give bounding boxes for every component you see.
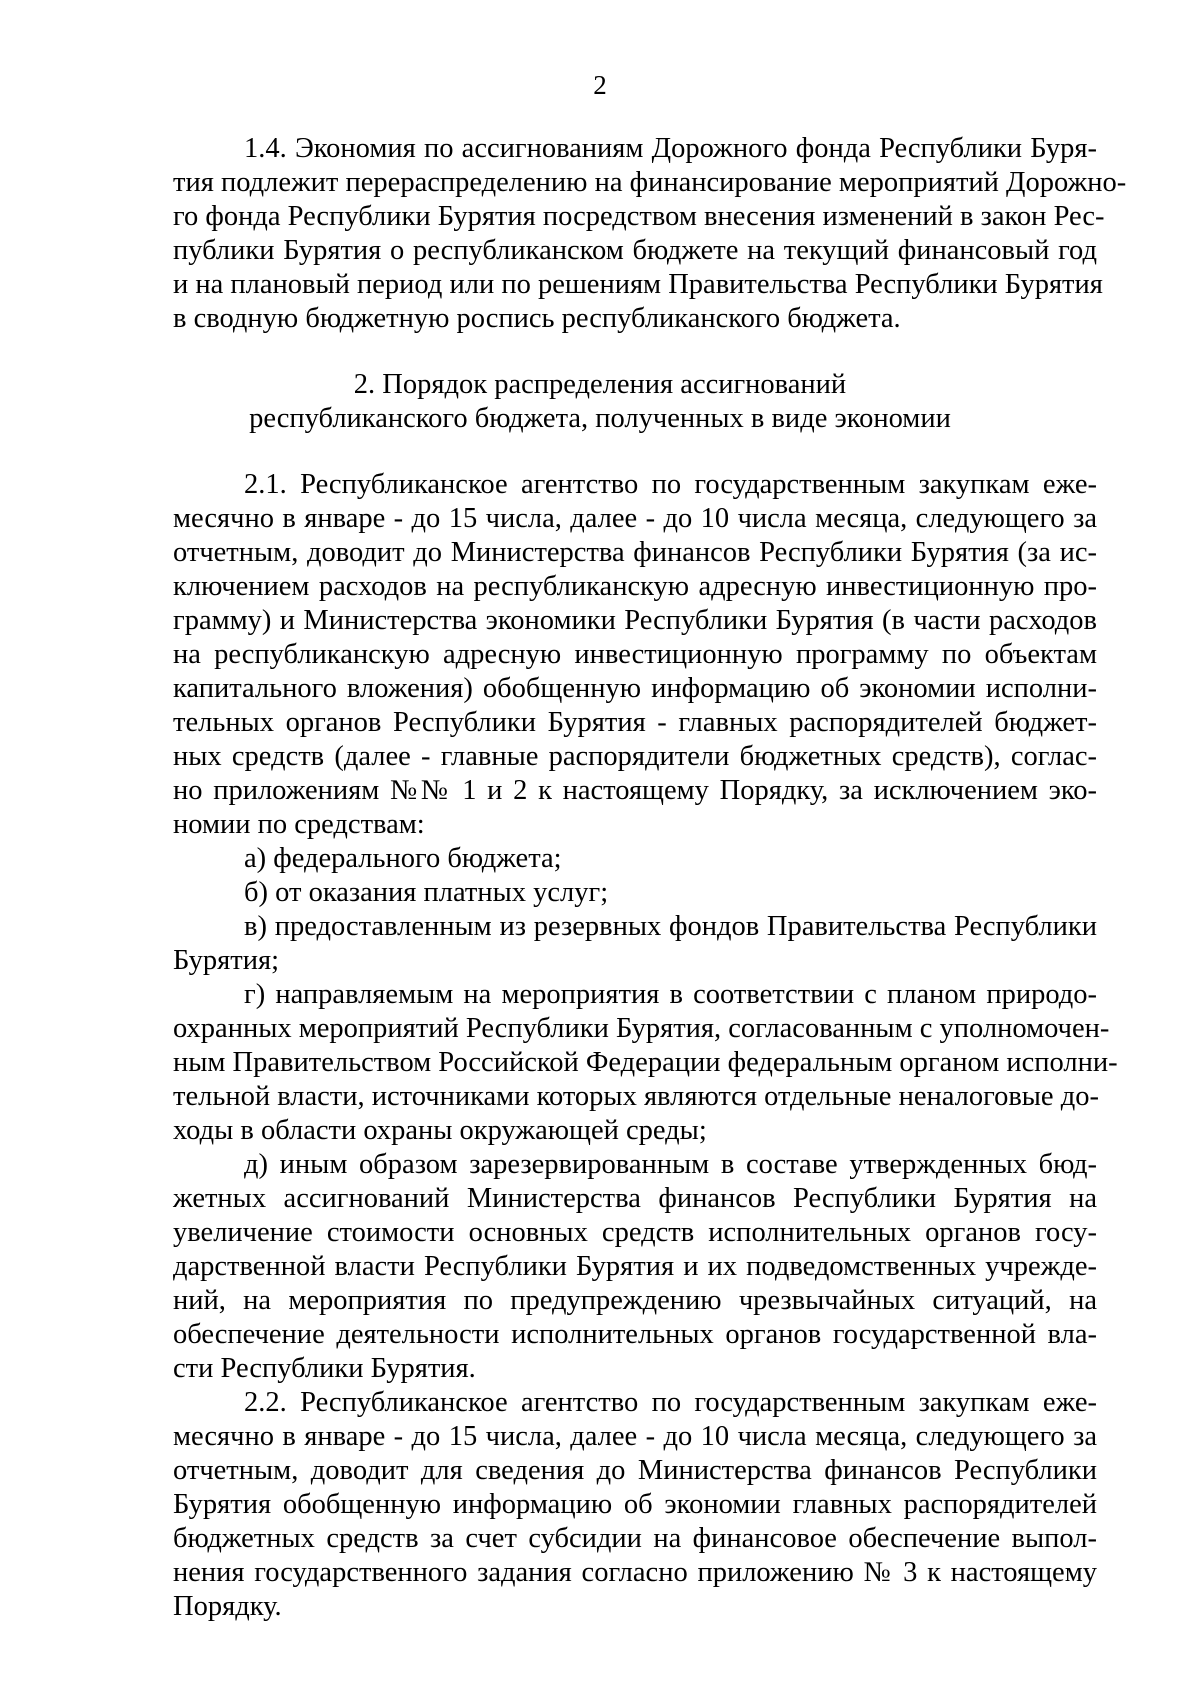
paragraph-line: но приложениям №№ 1 и 2 к настоящему Порядку, за исключением эко- (173, 775, 1097, 806)
list-item-line: ходы в области охраны окружающей среды; (173, 1115, 707, 1146)
paragraph-line: на республиканскую адресную инвестиционную программу по объектам (173, 639, 1097, 670)
paragraph-line: отчетным, доводит для сведения до Министерства финансов Республики (173, 1455, 1097, 1486)
paragraph-line: грамму) и Министерства экономики Республики Бурятия (в части расходов (173, 605, 1097, 636)
paragraph-line: 1.4. Экономия по ассигнованиям Дорожного фонда Республики Буря- (244, 133, 1097, 164)
heading-line: 2. Порядок распределения ассигнований (353, 369, 847, 400)
paragraph-line: нения государственного задания согласно приложению № 3 к настоящему (173, 1557, 1097, 1588)
paragraph-line: Порядку. (173, 1591, 282, 1622)
page-number: 2 (593, 70, 607, 100)
paragraph-line: ключением расходов на республиканскую адресную инвестиционную про- (173, 571, 1097, 602)
list-item-line: дарственной власти Республики Бурятия и их подведомственных учрежде- (173, 1251, 1097, 1282)
paragraph-line: месячно в январе - до 15 числа, далее - до 10 числа месяца, следующего за (173, 503, 1097, 534)
list-item-line: ным Правительством Российской Федерации федеральным органом исполни- (173, 1047, 1118, 1078)
paragraph-line: и на плановый период или по решениям Правительства Республики Бурятия (173, 269, 1103, 300)
list-item-line: д) иным образом зарезервированным в составе утвержденных бюд- (244, 1149, 1097, 1180)
list-item-line: жетных ассигнований Министерства финансов Республики Бурятия на (173, 1183, 1097, 1214)
list-item-line: в) предоставленным из резервных фондов Правительства Республики (244, 911, 1097, 942)
paragraph-line: номии по средствам: (173, 809, 425, 840)
paragraph-line: 2.1. Республиканское агентство по государственным закупкам еже- (244, 469, 1097, 500)
heading-line: республиканского бюджета, полученных в виде экономии (249, 403, 951, 434)
list-item-line: увеличение стоимости основных средств исполнительных органов госу- (173, 1217, 1097, 1248)
paragraph-line: отчетным, доводит до Министерства финансов Республики Бурятия (за ис- (173, 537, 1097, 568)
list-item-line: охранных мероприятий Республики Бурятия, согласованным с уполномочен- (173, 1013, 1110, 1044)
paragraph-line: Бурятия обобщенную информацию об экономии главных распорядителей (173, 1489, 1097, 1520)
paragraph-line: го фонда Республики Бурятия посредством внесения изменений в закон Рес- (173, 201, 1105, 232)
paragraph-line: капитального вложения) обобщенную информацию об экономии исполни- (173, 673, 1097, 704)
paragraph-line: бюджетных средств за счет субсидии на финансовое обеспечение выпол- (173, 1523, 1097, 1554)
paragraph-line: тельных органов Республики Бурятия - главных распорядителей бюджет- (173, 707, 1097, 738)
paragraph-line: тия подлежит перераспределению на финансирование мероприятий Дорожно- (173, 167, 1127, 198)
list-item-line: ний, на мероприятия по предупреждению чрезвычайных ситуаций, на (173, 1285, 1097, 1316)
list-item-line: Бурятия; (173, 945, 279, 976)
list-item-line: тельной власти, источниками которых являются отдельные неналоговые до- (173, 1081, 1099, 1112)
list-item-line: г) направляемым на мероприятия в соответствии с планом природо- (244, 979, 1097, 1010)
paragraph-line: месячно в январе - до 15 числа, далее - до 10 числа месяца, следующего за (173, 1421, 1097, 1452)
paragraph-line: 2.2. Республиканское агентство по государственным закупкам еже- (244, 1387, 1097, 1418)
list-item-a: а) федерального бюджета; (244, 843, 562, 874)
paragraph-line: в сводную бюджетную роспись республиканского бюджета. (173, 303, 901, 334)
list-item-line: сти Республики Бурятия. (173, 1353, 476, 1384)
list-item-b: б) от оказания платных услуг; (244, 877, 609, 908)
paragraph-line: ных средств (далее - главные распорядители бюджетных средств), соглас- (173, 741, 1097, 772)
paragraph-line: публики Бурятия о республиканском бюджете на текущий финансовый год (173, 235, 1097, 266)
list-item-line: обеспечение деятельности исполнительных органов государственной вла- (173, 1319, 1097, 1350)
